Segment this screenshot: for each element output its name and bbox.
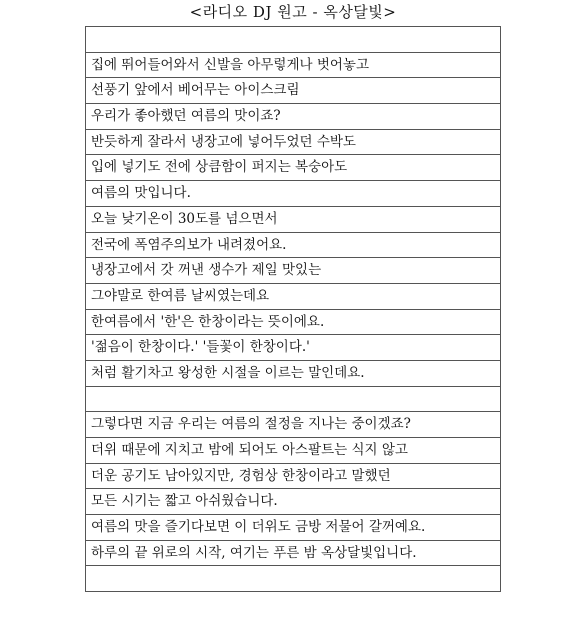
script-line: 반듯하게 잘라서 냉장고에 넣어두었던 수박도 [86,130,500,156]
script-line: 그야말로 한여름 날씨였는데요 [86,284,500,310]
document-title: <라디오 DJ 원고 - 옥상달빛> [189,3,397,21]
script-line [86,387,500,413]
script-line: 그렇다면 지금 우리는 여름의 절정을 지나는 중이겠죠? [86,412,500,438]
script-line [86,566,500,592]
script-line: 하루의 끝 위로의 시작, 여기는 푸른 밤 옥상달빛입니다. [86,541,500,567]
script-line: '젊음이 한창이다.' '들꽃이 한창이다.' [86,335,500,361]
script-line: 처럼 활기차고 왕성한 시절을 이르는 말인데요. [86,361,500,387]
script-line: 집에 뛰어들어와서 신발을 아무렇게나 벗어놓고 [86,53,500,79]
script-line: 냉장고에서 갓 꺼낸 생수가 제일 맛있는 [86,258,500,284]
script-line: 전국에 폭염주의보가 내려졌어요. [86,233,500,259]
script-line: 선풍기 앞에서 베어무는 아이스크림 [86,78,500,104]
script-line [86,27,500,53]
script-line: 여름의 맛을 즐기다보면 이 더위도 금방 저물어 갈꺼예요. [86,515,500,541]
script-line: 오늘 낮기온이 30도를 넘으면서 [86,207,500,233]
script-table [85,26,501,592]
script-line: 우리가 좋아했던 여름의 맛이죠? [86,104,500,130]
script-line: 모든 시기는 짧고 아쉬웠습니다. [86,489,500,515]
script-line: 더운 공기도 남아있지만, 경험상 한창이라고 말했던 [86,464,500,490]
script-line: 여름의 맛입니다. [86,181,500,207]
script-line: 한여름에서 '한'은 한창이라는 뜻이에요. [86,310,500,336]
script-line: 입에 넣기도 전에 상큼함이 퍼지는 복숭아도 [86,155,500,181]
script-line: 더위 때문에 지치고 밤에 되어도 아스팔트는 식지 않고 [86,438,500,464]
